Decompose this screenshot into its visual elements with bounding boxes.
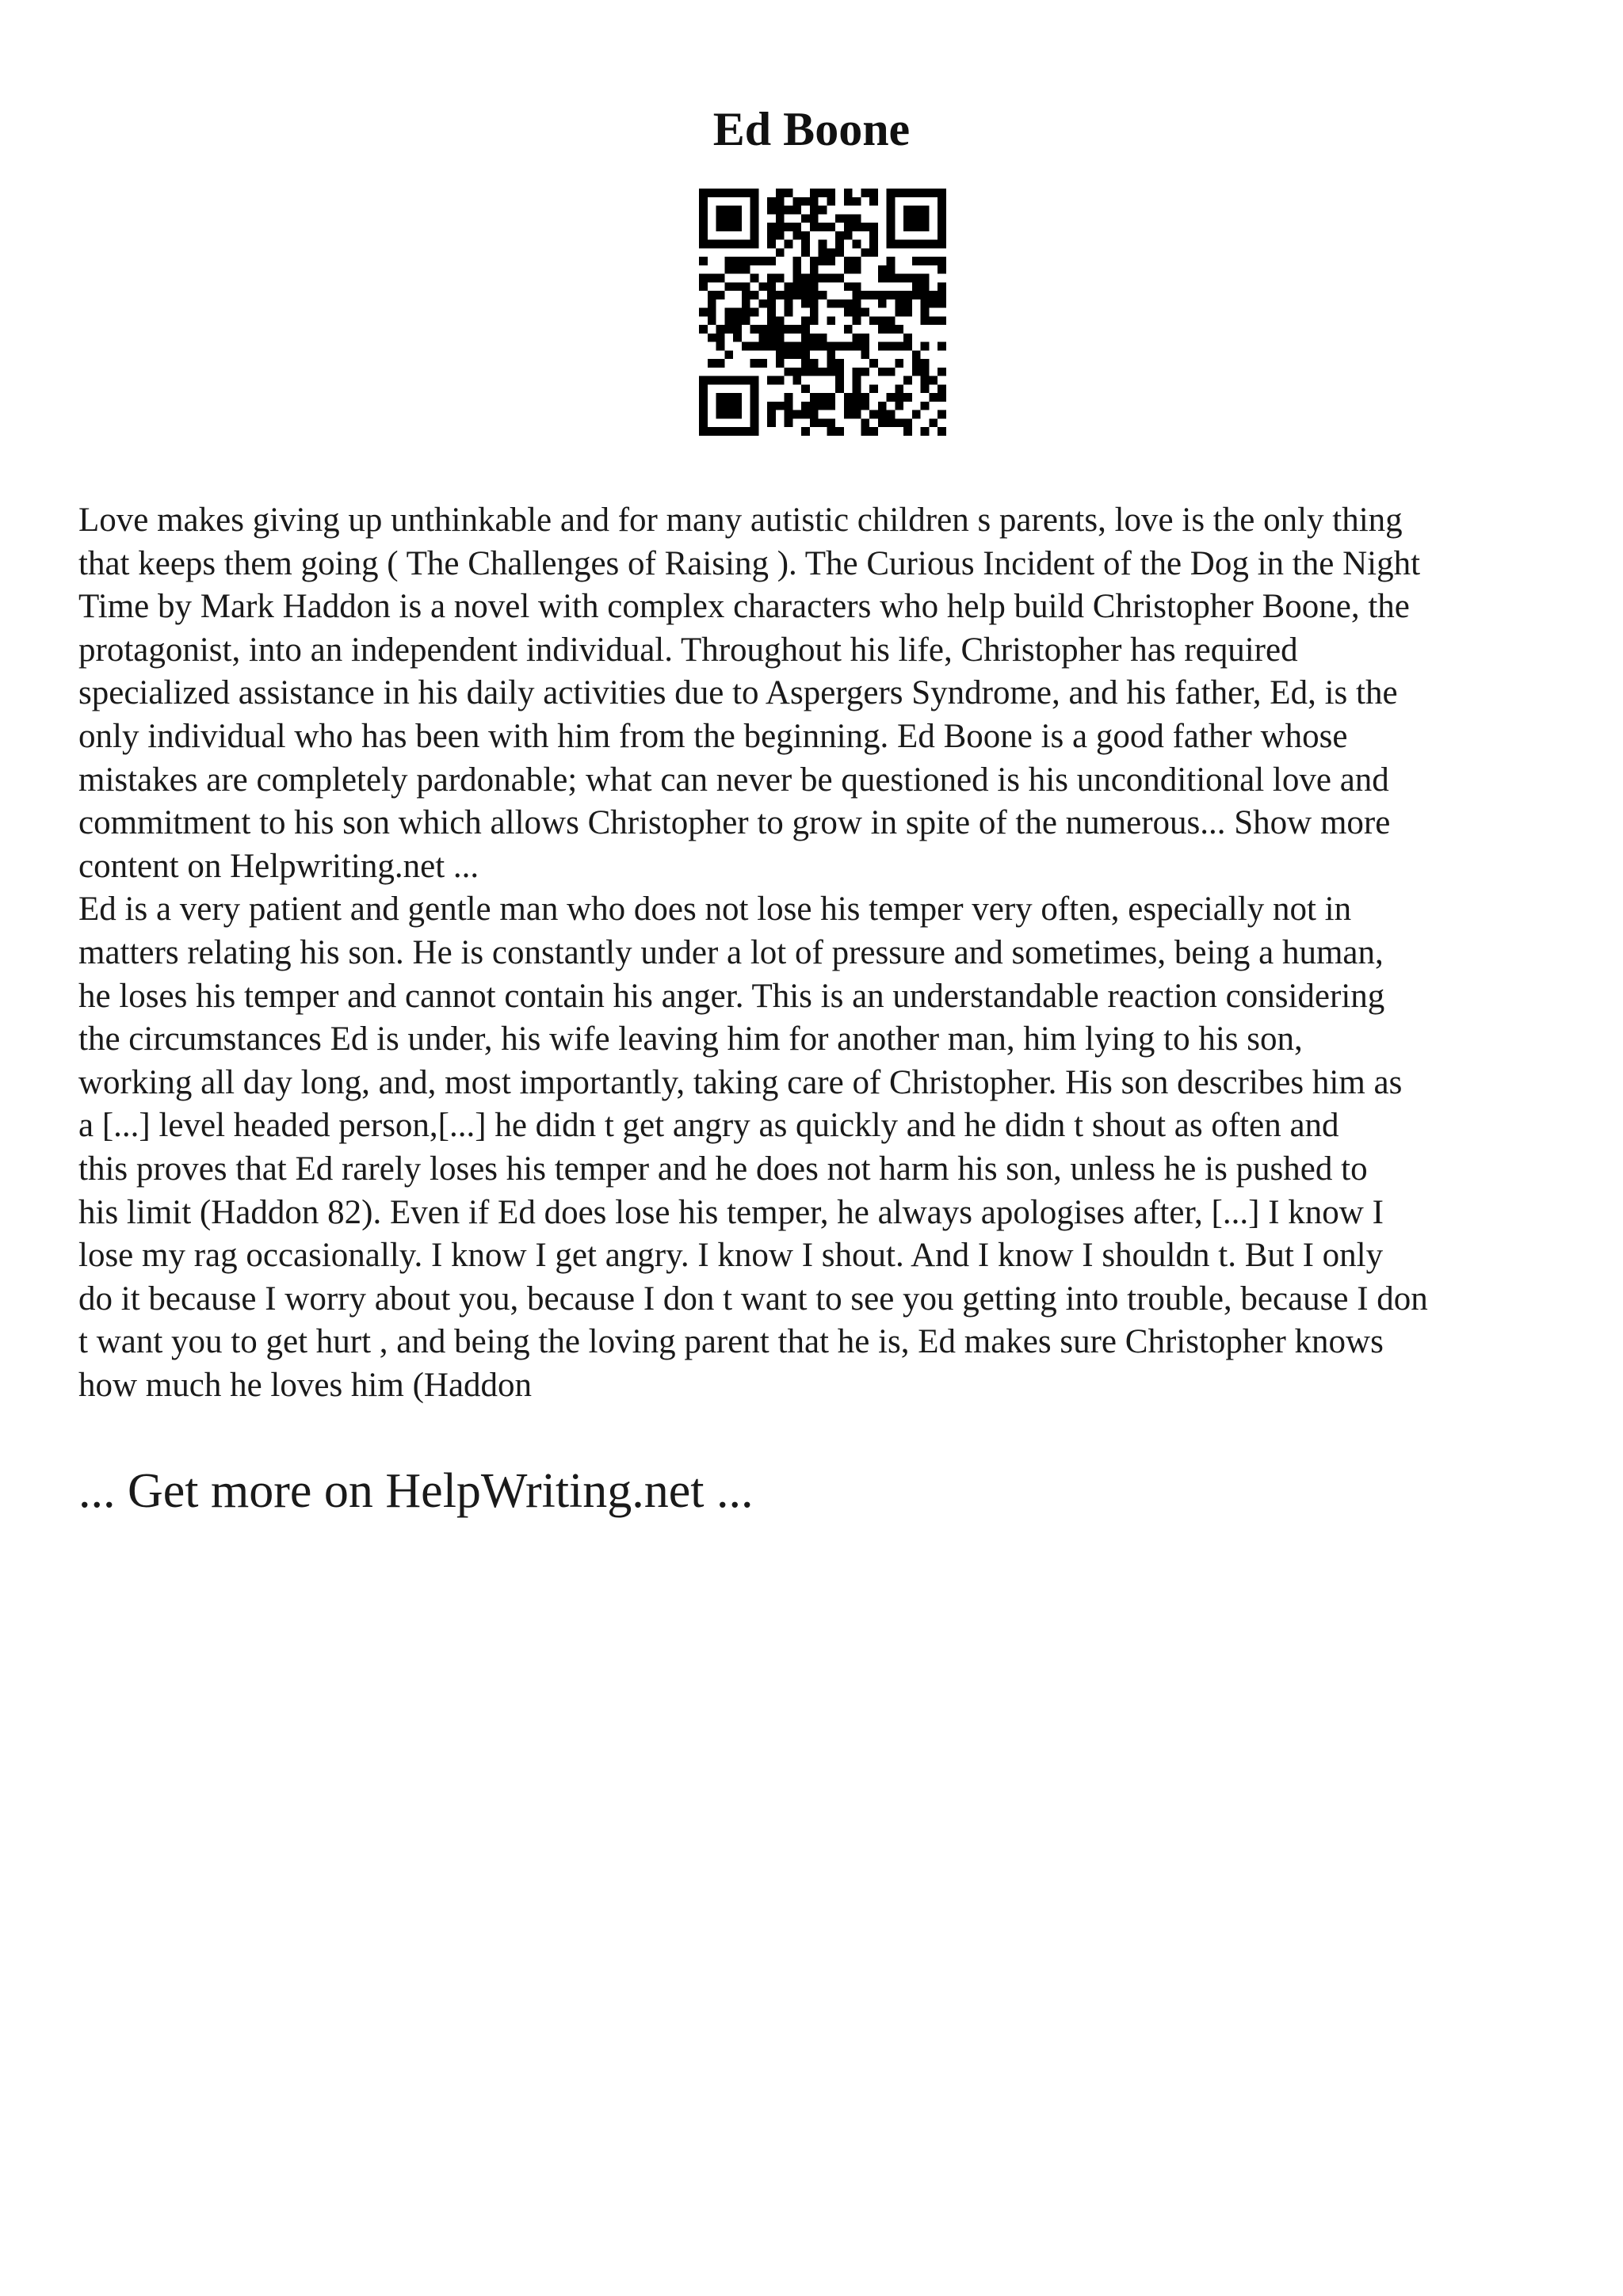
- text-line: his limit (Haddon 82). Even if Ed does lose his temper, he always apologises after, [...] I know I: [78, 1193, 1384, 1231]
- text-line: protagonist, into an independent individual. Throughout his life, Christopher has required: [78, 631, 1298, 669]
- qr-code-icon: [699, 189, 946, 436]
- text-line: commitment to his son which allows Christopher to grow in spite of the numerous... Show more: [78, 804, 1391, 842]
- text-line: working all day long, and, most importantly, taking care of Christopher. His son describes him as: [78, 1063, 1403, 1101]
- text-line: that keeps them going ( The Challenges of Raising ). The Curious Incident of the Dog in the Night: [78, 544, 1421, 582]
- paragraph-1: [78, 499, 1568, 888]
- article-body: [78, 499, 1568, 1407]
- text-line: only individual who has been with him from the beginning. Ed Boone is a good father whose: [78, 717, 1348, 755]
- text-line: t want you to get hurt , and being the loving parent that he is, Ed makes sure Christopher knows: [78, 1323, 1384, 1361]
- text-line: specialized assistance in his daily activities due to Aspergers Syndrome, and his father, Ed, is the: [78, 674, 1398, 712]
- text-line: Ed is a very patient and gentle man who does not lose his temper very often, especially not in: [78, 891, 1352, 929]
- text-line: a [...] level headed person,[...] he didn t get angry as quickly and he didn t shout as often and: [78, 1107, 1339, 1145]
- text-line: Love makes giving up unthinkable and for many autistic children s parents, love is the only thing: [78, 502, 1403, 539]
- text-line: the circumstances Ed is under, his wife leaving him for another man, him lying to his son,: [78, 1020, 1303, 1058]
- text-line: this proves that Ed rarely loses his temper and he does not harm his son, unless he is pushed to: [78, 1150, 1368, 1188]
- text-line: lose my rag occasionally. I know I get angry. I know I shout. And I know I shouldn t. But I only: [78, 1237, 1384, 1275]
- paragraph-2: [78, 888, 1568, 1407]
- text-line: matters relating his son. He is constantly under a lot of pressure and sometimes, being a human,: [78, 933, 1384, 971]
- text-line: content on Helpwriting.net ...: [78, 847, 479, 885]
- text-line: do it because I worry about you, because I don t want to see you getting into trouble, because I don: [78, 1280, 1428, 1318]
- text-line: how much he loves him (Haddon: [78, 1366, 533, 1404]
- page-title: Ed Boone: [712, 103, 911, 155]
- text-line: Time by Mark Haddon is a novel with complex characters who help build Christopher Boone, the: [78, 588, 1410, 626]
- get-more-link[interactable]: ... Get more on HelpWriting.net ...: [78, 1464, 754, 1518]
- text-line: mistakes are completely pardonable; what can never be questioned is his unconditional love and: [78, 761, 1389, 799]
- text-line: he loses his temper and cannot contain his anger. This is an understandable reaction considering: [78, 977, 1385, 1015]
